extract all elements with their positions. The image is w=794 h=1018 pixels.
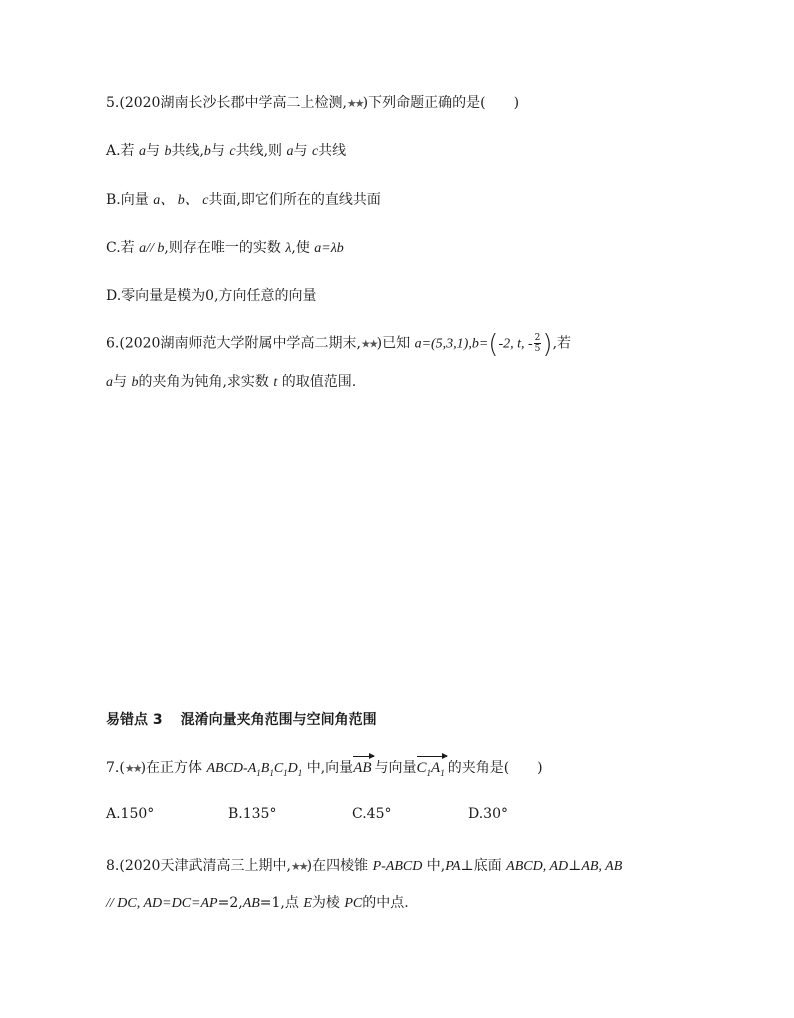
- fraction: $\frac{2}{5}$: [534, 333, 541, 354]
- q5-option-c: C.若 a// b,则存在唯一的实数 λ,使 a=λb: [106, 240, 344, 256]
- q7-option-a: A.150°: [106, 806, 155, 822]
- section-label: 易错点 3: [106, 712, 163, 728]
- vector-c1a1: $C_1A_1$: [417, 758, 445, 783]
- q5-option-a: A.若 a与 b共线,b与 c共线,则 a与 c共线: [106, 143, 347, 159]
- q5-question: )下列命题正确的是( ): [362, 95, 520, 111]
- difficulty-stars-icon: ★★: [124, 762, 141, 775]
- q7-option-d: D.30°: [468, 806, 508, 822]
- left-paren: (: [488, 329, 499, 360]
- q8-stem: 8.(2020天津武清高三上期中,★★)在四棱锥 P-ABCD 中,PA⊥底面 ABCD, AD⊥AB, AB: [106, 858, 623, 874]
- q7-stem: 7.(★★)在正方体 ABCD-$A_1B_1C_1D_1$ 中,向量AB 与向量$C_1A_1$ 的夹角是( ): [106, 758, 543, 783]
- q8-stem-line2: // DC, AD=DC=AP=2,AB=1,点 E为棱 PC的中点.: [106, 895, 409, 911]
- vector-ab: AB: [353, 760, 372, 776]
- section-heading: [106, 710, 377, 730]
- difficulty-stars-icon: ★★: [346, 97, 363, 110]
- q7-option-b: B.135°: [228, 806, 277, 822]
- q8-source: 8.(2020天津武清高三上期中,: [106, 858, 291, 874]
- difficulty-stars-icon: ★★: [290, 860, 307, 873]
- q6-stem-line2: a与 b的夹角为钝角,求实数 t 的取值范围.: [106, 374, 357, 390]
- q5-option-b: B.向量 a、 b、 c共面,即它们所在的直线共面: [106, 192, 381, 208]
- q7-option-c: C.45°: [352, 806, 392, 822]
- difficulty-stars-icon: ★★: [360, 337, 377, 351]
- q6-stem: 6.(2020湖南师范大学附属中学高二期末,★★)已知 a=(5,3,1),b=(-2, t, - $\frac{2}{5}$ ),若: [106, 329, 572, 360]
- section-title: 混淆向量夹角范围与空间角范围: [180, 712, 377, 728]
- right-paren: ): [542, 329, 553, 360]
- q5-stem: [106, 93, 519, 114]
- q6-source: 6.(2020湖南师范大学附属中学高二期末,: [106, 335, 361, 352]
- q5-option-d: D.零向量是模为0,方向任意的向量: [106, 288, 317, 304]
- q5-source: 5.(2020湖南长沙长郡中学高二上检测,: [106, 95, 347, 111]
